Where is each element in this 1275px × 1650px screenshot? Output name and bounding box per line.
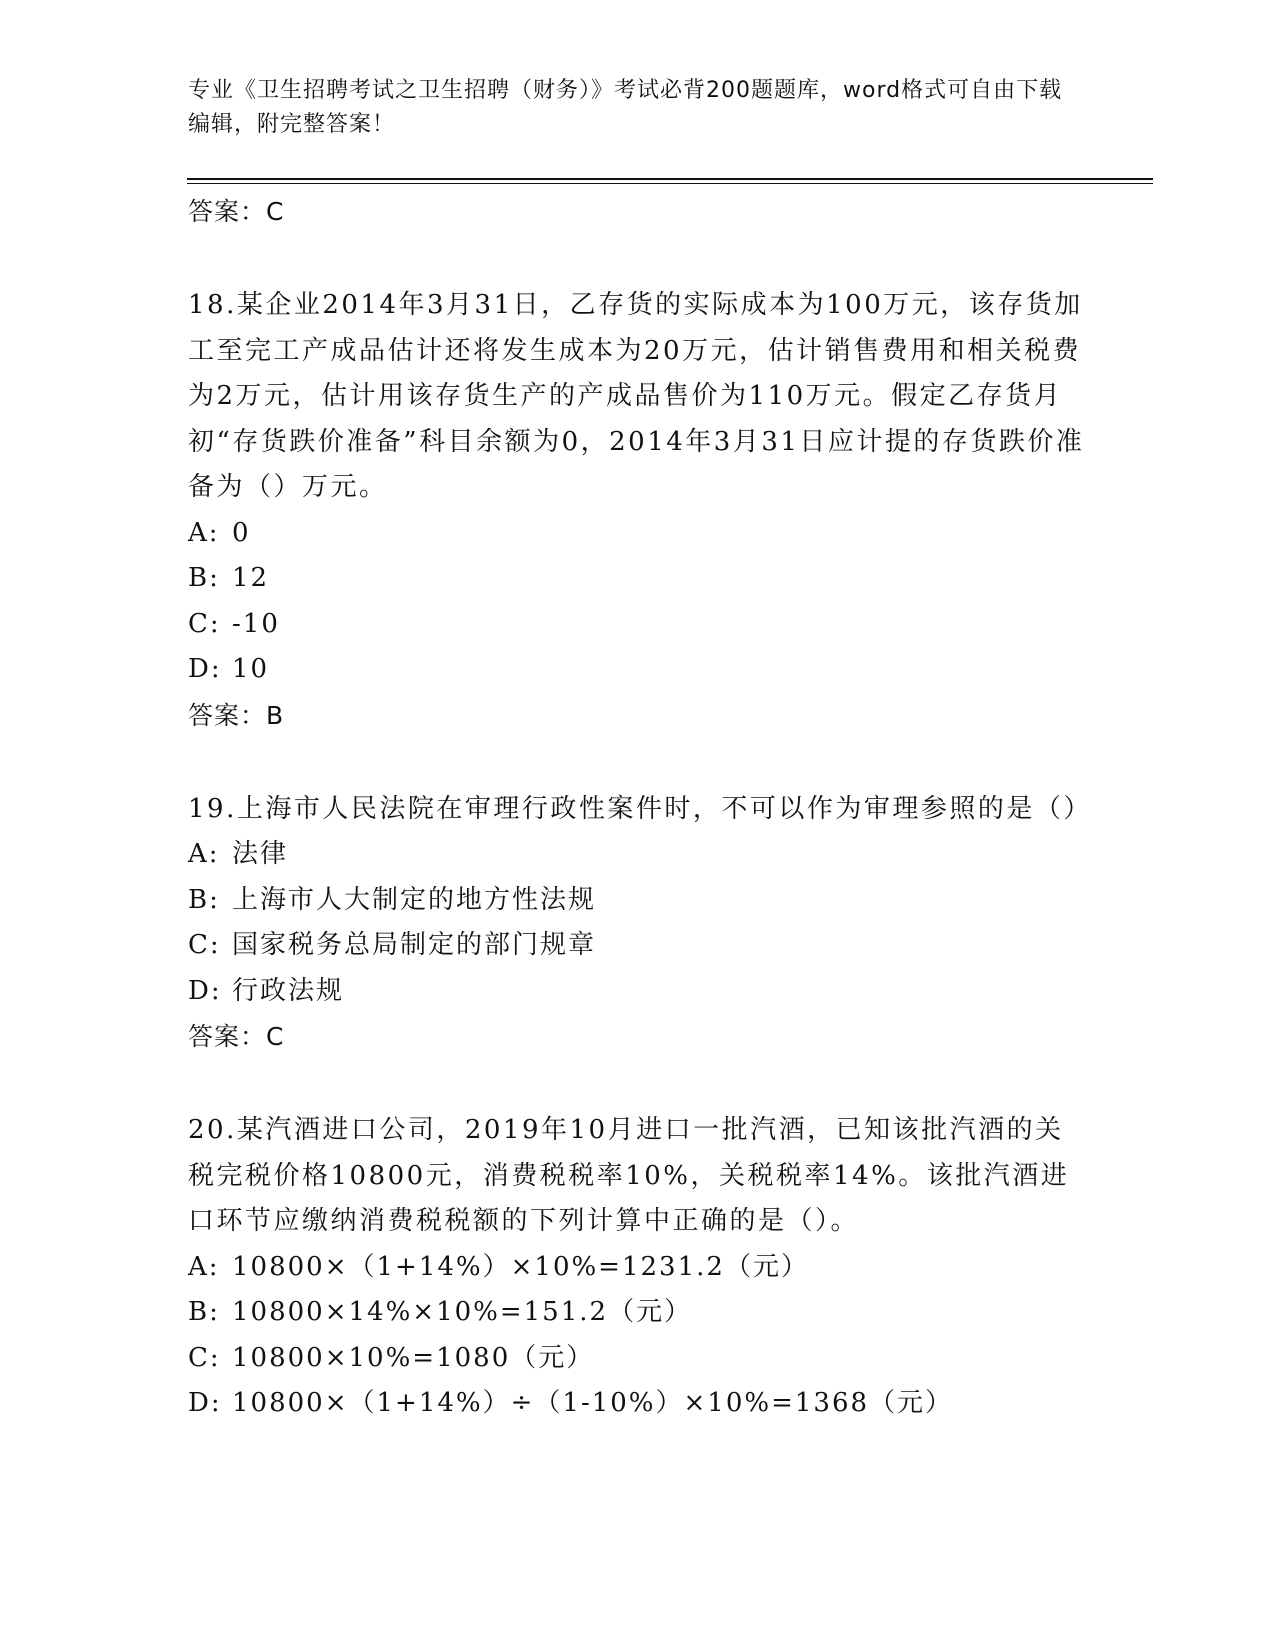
option-text: 行政法规 (232, 975, 345, 1006)
option-c (188, 602, 1088, 648)
option-text: 10 (232, 654, 270, 684)
option-letter: C: (188, 1342, 221, 1373)
option-b (188, 878, 1088, 924)
question-stem: 19.上海市人民法院在审理行政性案件时，不可以作为审理参照的是（） (188, 793, 1092, 824)
option-letter: B: (188, 563, 220, 593)
option-c (188, 923, 1088, 969)
option-text: 国家税务总局制定的部门规章 (232, 930, 597, 960)
option-letter: A: (188, 1251, 220, 1282)
option-letter: B: (188, 884, 220, 915)
option-d (188, 647, 1088, 693)
option-text: 12 (232, 563, 270, 593)
option-letter: C: (188, 608, 221, 639)
option-b (188, 1290, 1088, 1336)
option-d (188, 969, 1088, 1015)
answer-18: 答案：B (188, 700, 285, 730)
option-text: 10800×10%=1080（元） (232, 1342, 595, 1373)
option-letter: C: (188, 930, 221, 960)
option-text: -10 (232, 608, 280, 639)
option-letter: D: (188, 1388, 222, 1418)
question-stem: 18.某企业2014年3月31日，乙存货的实际成本为100万元，该存货加工至完工产成品估计还将发生成本为20万元，估计销售费用和相关税费为2万元，估计用该存货生产的产成品售价为110万元。假定乙存货月初“存货跌价准备”科目余额为0，2014年3月31日应计提的存货跌价准备为（）万元。 (188, 290, 1085, 502)
question-19 (188, 787, 1092, 1061)
option-text: 10800×14%×10%=151.2（元） (232, 1297, 693, 1327)
option-d (188, 1381, 1088, 1427)
option-text: 10800×（1+14%）÷（1-10%）×10%=1368（元） (232, 1388, 954, 1418)
answer-17: 答案：C (188, 197, 285, 226)
option-a (188, 832, 1088, 878)
option-text: 10800×（1+14%）×10%=1231.2（元） (232, 1251, 809, 1282)
question-20 (188, 1108, 1088, 1427)
option-c (188, 1336, 1088, 1382)
option-text: 0 (232, 517, 251, 548)
option-b (188, 556, 1088, 602)
option-letter: A: (188, 517, 220, 548)
option-text: 上海市人大制定的地方性法规 (232, 884, 597, 915)
question-18 (188, 283, 1088, 739)
spacer (188, 235, 1088, 283)
option-a (188, 1245, 1088, 1291)
option-letter: A: (188, 839, 220, 869)
spacer (188, 1060, 1088, 1108)
question-stem: 20.某汽酒进口公司，2019年10月进口一批汽酒，已知该批汽酒的关税完税价格10800元，消费税税率10%，关税税率14%。该批汽酒进口环节应缴纳消费税税额的下列计算中正确的是（）。 (188, 1115, 1070, 1236)
option-letter: B: (188, 1297, 220, 1327)
option-a (188, 511, 1088, 557)
option-letter: D: (188, 654, 222, 684)
header-rule-thin (187, 183, 1153, 184)
option-text: 法律 (232, 839, 289, 869)
header-rule-thick (187, 178, 1153, 180)
page-header: 专业《卫生招聘考试之卫生招聘（财务）》考试必背200题题库，word格式可自由下载编辑，附完整答案！ (188, 78, 1063, 137)
answer-19: 答案：C (188, 1022, 285, 1051)
option-letter: D: (188, 975, 222, 1006)
spacer (188, 739, 1088, 787)
question-list (188, 189, 1092, 1427)
